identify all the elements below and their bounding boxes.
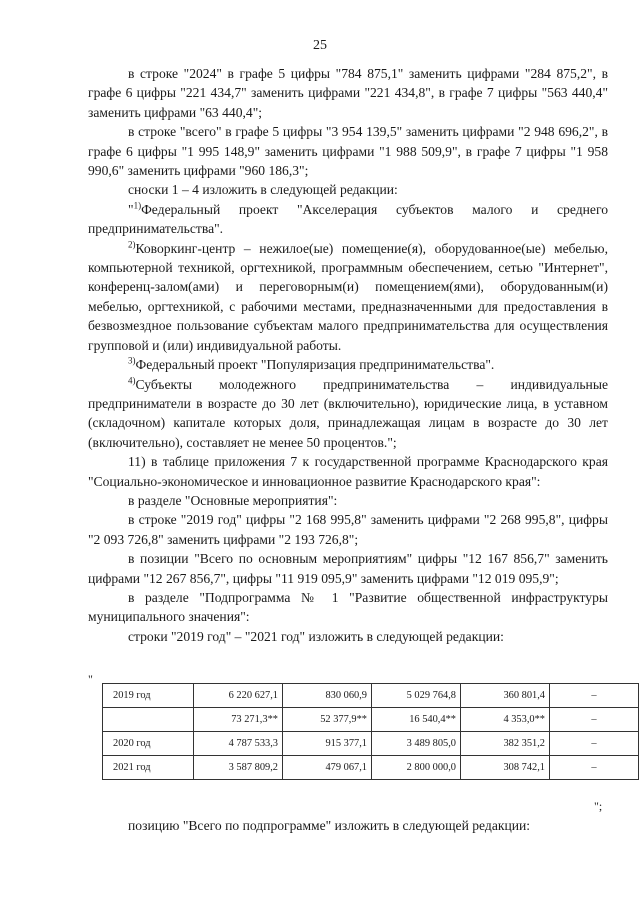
table-cell: 4 353,0** <box>461 708 550 732</box>
table-cell: 73 271,3** <box>194 708 283 732</box>
table-cell: 915 377,1 <box>283 732 372 756</box>
table-cell <box>103 708 194 732</box>
table-row <box>103 732 639 756</box>
paragraph-text: в строке "2024" в графе 5 цифры "784 875,1" заменить цифрами "284 875,2", в графе 6 цифры "221 434,7" заменить цифрами "221 434,8", в графе 7 цифры "563 440,4" заменить цифрами "63 440,4"; <box>88 66 608 120</box>
table-cell: 16 540,4** <box>372 708 461 732</box>
table-cell: 479 067,1 <box>283 756 372 780</box>
page-number: 25 <box>313 38 327 53</box>
table-row <box>103 756 639 780</box>
paragraph-text: в строке "2019 год" цифры "2 168 995,8" заменить цифрами "2 268 995,8", цифры "2 093 726,8" заменить цифрами "2 193 726,8"; <box>88 512 608 547</box>
footnote-3 <box>88 355 608 374</box>
footnote-text: Федеральный проект "Акселерация субъектов малого и среднего предпринимательства". <box>88 201 608 237</box>
table-cell: 3 489 805,0 <box>372 732 461 756</box>
paragraph-text: 11) в таблице приложения 7 к государственной программе Краснодарского края "Социально-экономическое и инновационное развитие Краснодарского края": <box>88 454 608 489</box>
table-cell: 2019 год <box>103 684 194 708</box>
paragraph-rows-intro <box>88 627 608 646</box>
paragraph-1 <box>88 64 608 122</box>
footnote-marker: 3) <box>128 355 136 366</box>
table-cell: 382 351,2 <box>461 732 550 756</box>
table-cell: 830 060,9 <box>283 684 372 708</box>
paragraph-text: в строке "всего" в графе 5 цифры "3 954 139,5" заменить цифрами "2 948 696,2", в графе 6 цифры "1 995 148,9" заменить цифрами "1 988 509,9", в графе 7 цифры "1 958 990,6" заменить цифрами "960 186,3"; <box>88 124 608 179</box>
table-cell: 5 029 764,8 <box>372 684 461 708</box>
paragraph-subprogram <box>88 588 608 627</box>
paragraph-text: строки "2019 год" – "2021 год" изложить в следующей редакции: <box>128 628 504 644</box>
footnote-text: Коворкинг-центр – нежилое(ые) помещение(я), оборудованное(ые) мебелью, компьютерной техникой, оргтехникой, программным обеспечением, сетью "Интернет", конференц-залом(ами) и переговорным(и) помещением(ями), оборудованным(и) мебелью, оргтехникой, с рабочими местами, предназначенными для предоставления в безвозмездное пользование субъектам малого предпринимательства для осуществления групповой и (или) индивидуальной работы. <box>88 240 608 353</box>
footnote-1 <box>88 200 608 239</box>
table-cell: – <box>550 756 639 780</box>
paragraph-item-11 <box>88 452 608 491</box>
footnote-marker: 2) <box>128 239 136 250</box>
table-close-quote: "; <box>594 799 603 813</box>
table-cell: 2020 год <box>103 732 194 756</box>
paragraph-3 <box>88 180 608 199</box>
budget-table <box>102 683 639 780</box>
paragraph-row-2019 <box>88 510 608 549</box>
paragraph-text: в разделе "Основные мероприятия": <box>128 492 338 508</box>
paragraph-text: в позиции "Всего по основным мероприятиям" цифры "12 167 856,7" заменить цифрами "12 267 856,7", цифры "11 919 095,9" заменить цифрами "12 019 095,9"; <box>88 551 608 586</box>
table-row <box>103 684 639 708</box>
paragraph-section-main <box>88 491 608 510</box>
footnote-open-quote: " <box>128 201 134 217</box>
footnote-marker: 4) <box>128 374 136 385</box>
table-cell: 2 800 000,0 <box>372 756 461 780</box>
table-cell: – <box>550 732 639 756</box>
footnote-text: Субъекты молодежного предпринимательства – индивидуальные предприниматели в возрасте до 30 лет (включительно), юридические лица, в уставном (складочном) капитале которых доля, принадлежащая лицам в возрасте до 30 лет (включительно), составляет не менее 50 процентов."; <box>88 376 608 450</box>
body-text <box>88 64 608 646</box>
final-line: позицию "Всего по подпрограмме" изложить в следующей редакции: <box>128 818 531 833</box>
footnote-marker: 1) <box>133 200 142 211</box>
paragraph-text: в разделе "Подпрограмма № 1 "Развитие общественной инфраструктуры муниципального значения": <box>88 589 608 625</box>
footnote-4 <box>88 375 608 453</box>
table-cell: 4 787 533,3 <box>194 732 283 756</box>
footnote-text: Федеральный проект "Популяризация предпринимательства". <box>135 357 495 373</box>
table-cell: 360 801,4 <box>461 684 550 708</box>
paragraph-2 <box>88 122 608 180</box>
paragraph-total-main <box>88 549 608 588</box>
table-cell: 3 587 809,2 <box>194 756 283 780</box>
table-cell: 6 220 627,1 <box>194 684 283 708</box>
table-row <box>103 708 639 732</box>
table-cell: 308 742,1 <box>461 756 550 780</box>
table-cell: – <box>550 708 639 732</box>
table-cell: 52 377,9** <box>283 708 372 732</box>
table-cell: 2021 год <box>103 756 194 780</box>
table-open-quote: " <box>88 672 93 686</box>
table-cell: – <box>550 684 639 708</box>
footnote-2 <box>88 239 608 355</box>
paragraph-text: сноски 1 – 4 изложить в следующей редакции: <box>128 182 398 198</box>
